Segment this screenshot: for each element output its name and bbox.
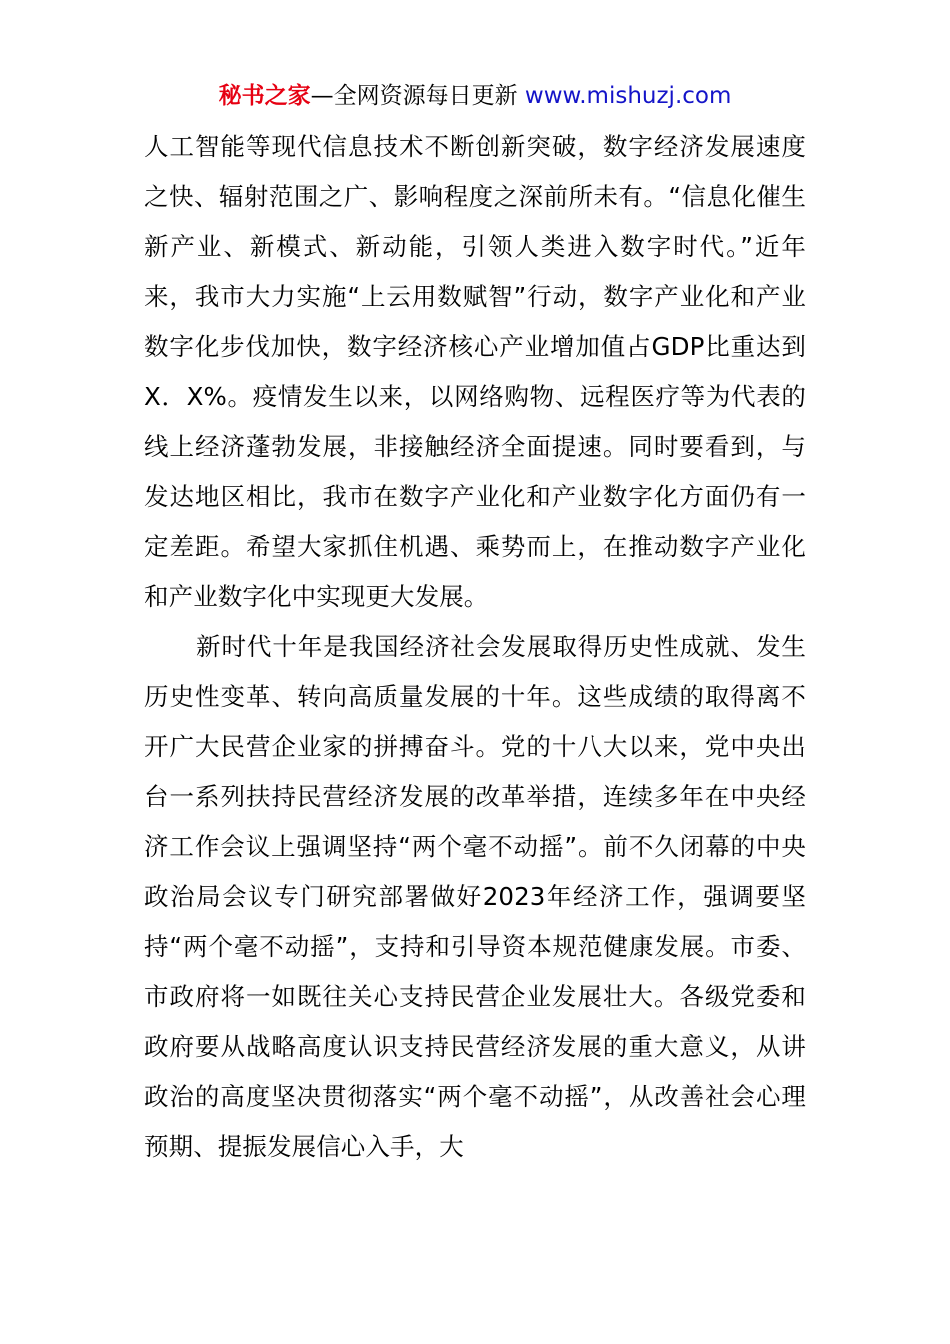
site-url-link[interactable]: www.mishuzj.com (524, 83, 732, 109)
brand-name: 秘书之家 (218, 83, 311, 109)
paragraph-continued: 人工智能等现代信息技术不断创新突破，数字经济发展速度之快、辐射范围之广、影响程度之深前所未有。“信息化催生新产业、新模式、新动能，引领人类进入数字时代。”近年来，我市大力实施“上云用数赋智”行动，数字产业化和产业数字化步伐加快，数字经济核心产业增加值占GDP比重达到X．X%。疫情发生以来，以网络购物、远程医疗等为代表的线上经济蓬勃发展，非接触经济全面提速。同时要看到，与发达地区相比，我市在数字产业化和产业数字化方面仍有一定差距。希望大家抓住机遇、乘势而上，在推动数字产业化和产业数字化中实现更大发展。 (144, 132, 806, 611)
paragraph: 新时代十年是我国经济社会发展取得历史性成就、发生历史性变革、转向高质量发展的十年。这些成绩的取得离不开广大民营企业家的拼搏奋斗。党的十八大以来，党中央出台一系列扶持民营经济发展的改革举措，连续多年在中央经济工作会议上强调坚持“两个毫不动摇”。前不久闭幕的中央政治局会议专门研究部署做好2023年经济工作，强调要坚持“两个毫不动摇”，支持和引导资本规范健康发展。市委、市政府将一如既往关心支持民营企业发展壮大。各级党委和政府要从战略高度认识支持民营经济发展的重大意义，从讲政治的高度坚决贯彻落实“两个毫不动摇”，从改善社会心理预期、提振发展信心入手，大 (144, 632, 806, 1161)
site-header (0, 80, 950, 112)
document-body (144, 122, 806, 1172)
header-tagline: —全网资源每日更新 (310, 83, 518, 109)
